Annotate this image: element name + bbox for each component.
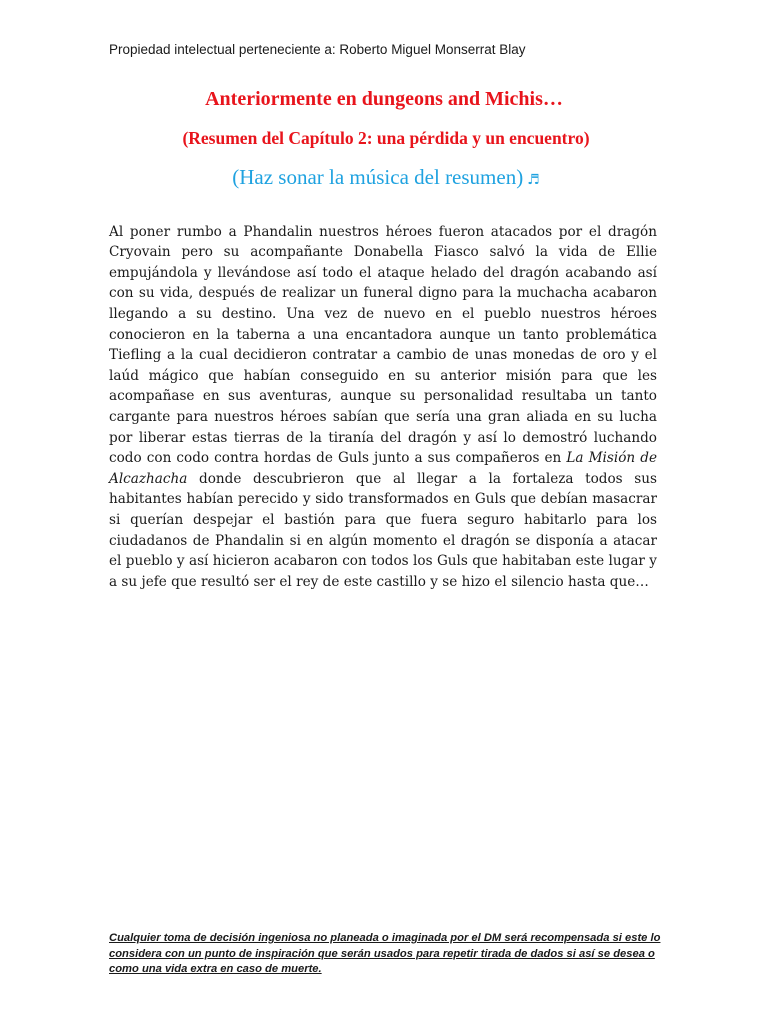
copyright-header: Propiedad intelectual perteneciente a: Roberto Miguel Monserrat Blay [109, 42, 526, 57]
inspiration-rule-note: Cualquier toma de decisión ingeniosa no planeada o imaginada por el DM será recompensada si este lo considera con un punto de inspiración que serán usados para repetir tirada de dados si así se desea o como una vida extra en caso de muerte. [109, 932, 661, 976]
mission-name: La Misión de Alcazhacha [109, 450, 657, 487]
summary-paragraph [109, 222, 657, 593]
page-title: Anteriormente en dungeons and Michis… [205, 88, 563, 110]
summary-text-part2: donde descubrieron que al llegar a la fortaleza todos sus habitantes habían perecido y sido transformados en Guls que debían masacrar si querían despejar el bastión para que fuera seguro habitarlo para los ciudadanos de Phandalin si en algún momento el dragón se disponía a atacar el pueblo y así hicieron acabaron con todos los Guls que habitaban este lugar y a su jefe que resultó ser el rey de este castillo y se hizo el silencio hasta que… [109, 470, 657, 590]
play-music-link-label: (Haz sonar la música del resumen) [232, 165, 524, 189]
summary-text-part1: Al poner rumbo a Phandalin nuestros héroes fueron atacados por el dragón Cryovain pero su acompañante Donabella Fiasco salvó la vida de Ellie empujándola y llevándose así todo el ataque helado del dragón acabando así con su vida, después de realizar un funeral digno para la muchacha acabaron llegando a su destino. Una vez de nuevo en el pueblo nuestros héroes conocieron en la taberna a una encantadora aunque un tanto problemática Tiefling a la cual decidieron contratar a cambio de unas monedas de oro y el laúd mágico que habían conseguido en su anterior misión para que les acompañase en sus aventuras, aunque su personalidad resultaba un tanto cargante para nuestros héroes sabían que sería una gran aliada en su lucha por liberar estas tierras de la tiranía del dragón y así lo demostró luchando codo con codo contra hordas de Guls junto a sus compañeros en [109, 223, 657, 467]
music-note-icon: ♬ [527, 172, 540, 188]
play-music-link[interactable] [0, 165, 768, 190]
chapter-subtitle: (Resumen del Capítulo 2: una pérdida y un encuentro) [182, 128, 590, 148]
